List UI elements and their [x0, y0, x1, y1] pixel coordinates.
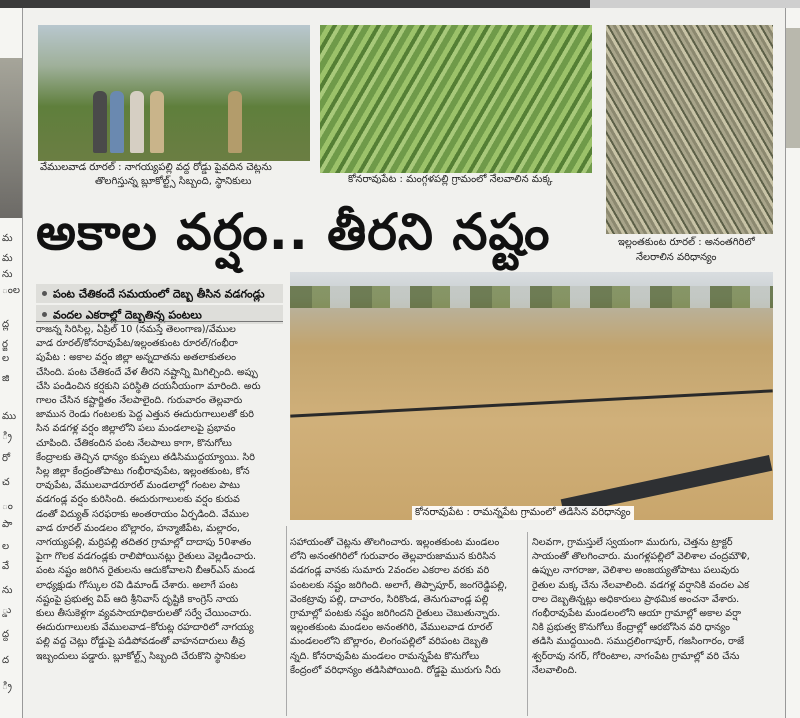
headline: అకాల వర్షం.. తీరని నష్టం	[36, 203, 551, 261]
article-line: తడిసి ముద్దయింది. సముద్రలింగాపూర్, గజసింగారం, రాజే	[532, 636, 745, 648]
article-line: రాజన్న సిరిసిల్ల, ఏప్రిల్ 10 (నమస్తే తెలంగాణ)/వేముల	[36, 324, 236, 335]
photo-wet-paddy-heaps	[290, 272, 773, 520]
subhead-rule	[36, 321, 283, 322]
photo-caption-3-line-1: ఇల్లంతకుంట రూరల్ : అనంతగిరిలో	[618, 237, 755, 248]
adjacent-photo-right	[786, 28, 800, 148]
article-line: రైతుల మక్క చేను నేలవాలింది. వడగళ్ల వర్షానికి వందల ఎక	[532, 579, 750, 591]
left-fragment-text: ద	[2, 655, 10, 666]
photo-tree-clearing	[38, 25, 310, 161]
article-line: రావుపేట, వేములవాడరూరల్ మండలాల్లో గంటల పాటు	[36, 480, 240, 492]
article-line: నాగయ్యపల్లి, మర్రిపల్లి తదితర గ్రామాల్లో దాదాపు 50శాతం	[36, 537, 252, 549]
article-line: సిల్ల జిల్లా కేంద్రంతోపాటు గంభీరావుపేట, ఇల్లంతకుంట, కోన	[36, 466, 250, 478]
article-line: నేలవాలింది.	[532, 664, 578, 676]
adjacent-page-left	[0, 8, 23, 718]
photo-caption-1-line-2: తొలగిస్తున్న బ్లూకోల్ట్స్ సిబ్బంది, స్థానికులు	[95, 176, 252, 187]
article-line: ఇబ్బందులు పడ్డారు. బ్లూకోల్ట్స్ సిబ్బంది చేరుకొని స్థానికుల	[36, 650, 246, 662]
article-line: డంతో విద్యుత్ సరఫరాకు అంతరాయం ఏర్పడింది. వేముల	[36, 508, 249, 520]
article-line: ఉప్పుల నాగరాజు, వెలిశాల అంజయ్యతోపాటు పలువురు	[532, 565, 740, 577]
person-figure	[150, 91, 164, 153]
column-divider	[286, 526, 287, 716]
left-fragment-text: ర్జ	[2, 339, 8, 350]
article-column-2	[290, 536, 523, 716]
photo-tarp-edge	[290, 389, 772, 417]
article-line: సాయంతో తొలగించారు. మంగళ్లపల్లిలో వెలిశాల చంద్రమౌళి,	[532, 551, 750, 563]
left-fragment-text: ను	[2, 269, 13, 280]
photo-fallen-maize	[320, 25, 592, 173]
subhead-2-text: వందల ఎకరాల్లో దెబ్బతిన్న పంటలు	[53, 308, 202, 322]
bullet-icon	[42, 291, 47, 296]
article-line: సిన వడగళ్ల వర్షం జిల్లాలోని పలు మండలాలపై ప్రభావం	[36, 423, 236, 435]
person-figure	[228, 91, 242, 153]
adjacent-photo-left	[0, 58, 22, 218]
article-line: రాల దెబ్బతిన్నట్లు అధికారులు ప్రాథమిక అంచనా వేశారు.	[532, 593, 740, 605]
left-fragment-text: ల	[2, 541, 10, 552]
left-fragment-text: ము	[2, 411, 17, 422]
left-fragment-text: ంల	[2, 285, 20, 296]
left-fragment-text: ద్ల	[2, 319, 10, 330]
article-line: చేసి పండించిన కర్షకుని పరిస్థితి దయనీయంగా మారింది. అరు	[36, 380, 261, 392]
article-line: మండలంలోని బొల్లారం, లింగంపల్లిలో వరిపంట దెబ్బతి	[290, 636, 489, 648]
article-line: శ్వర్‌రావు నగర్, గోరింటాల, నాగంపేట గ్రామాల్లో వరి చేను	[532, 650, 740, 662]
left-fragment-text: ల	[2, 353, 10, 364]
subhead-1	[36, 284, 283, 303]
article-line: పంట నష్టం జరిగిన రైతులను ఆదుకోవాలని బీఆర్ఎస్ మండ	[36, 565, 255, 577]
left-fragment-text: ్డు	[2, 605, 12, 616]
article-line: లాధ్యక్షుడు గోస్కుల రవి డిమాండ్ చేశారు. అలాగే పంట	[36, 579, 238, 591]
article-line: గాలం చేసిన కష్టార్జితం నేలపాలైంది. గురువారం తెల్లవారు	[36, 395, 243, 407]
left-fragment-text: ద్ద	[2, 629, 10, 640]
bullet-icon	[42, 312, 47, 317]
photo-caption-2: కోనరావుపేట : మంగ్గళపల్లి గ్రామంలో నేలవాలిన మక్క	[348, 174, 553, 185]
article-line: నిలవగా, గ్రామస్తులే స్వయంగా మురుగు, చెత్తను ట్రాక్టర్	[532, 537, 733, 548]
person-figure	[93, 91, 107, 153]
article-line: కేంద్రంలో వరిధాన్యం తడిసిపోయింది. రోడ్డపై మురుగు నీరు	[290, 664, 501, 676]
article-line: పుపేట : అకాల వర్షం జిల్లా అన్నదాతను అతలాకుతలం	[36, 352, 237, 364]
article-line: పంటలకు నష్టం జరిగింది. అలాగే, తిప్పాపూర్, జంగరెడ్డిపల్లి,	[290, 579, 508, 591]
article-line: కులు తీసుకెళ్లగా వ్యవసాయాధికారులతో సర్వే చేయించారు.	[36, 608, 252, 620]
article-line: ఈదురుగాలులకు వేములవాడ–కోరుట్ల రహదారిలో నాగయ్య	[36, 622, 254, 634]
photo-caption-3-line-2: నేలరాలిన వరిధాన్యం	[636, 252, 717, 263]
article-line: కేంద్రాలకు తెచ్చిన ధాన్యం కుప్పలు తడిసిముద్దయ్యాయి. సిరి	[36, 451, 255, 463]
left-fragment-text: ం	[2, 501, 13, 512]
top-bar-light	[590, 0, 800, 8]
article-line: వడగండ్ల వర్షం కురిసింది. ఈదురుగాలులకు వర్షం కురువ	[36, 494, 240, 506]
article-line: వెంకట్రావు పల్లి, దాచారం, సిరికొండ, తెనుగువాండ్ల పల్లి	[290, 593, 489, 605]
article-line: చూపింది. చేతికందిన పంట నేలపాలు కాగా, కొనుగోలు	[36, 437, 232, 449]
article-line: సహాయంతో చెట్లను తొలగించారు. ఇల్లంతకుంట మండలం	[290, 537, 500, 548]
person-figure	[130, 91, 144, 153]
article-line: నష్టంపై ప్రభుత్వ విప్ ఆది శ్రీనివాస్ దృష్టికి కాంగ్రెస్ నాయ	[36, 593, 239, 605]
left-fragment-text: మ	[2, 253, 13, 264]
article-line: వాడ రూరల్ మండలం బొల్లారం, హన్మాజీపేట, మల్లారం,	[36, 522, 240, 534]
article-line: ఇల్లంతకుంట మండలం అనంతగిరి, వేములవాడ రూరల్	[290, 622, 493, 634]
left-fragment-text: రో	[2, 453, 11, 464]
left-fragment-text: ను	[2, 585, 13, 596]
article-line: నికి ప్రభుత్వ కొనుగోలు కేంద్రాల్లో ఆరబోసిన వరి ధాన్యం	[532, 622, 730, 634]
article-line: లోని అనంతగిరిలో గురువారం తెల్లవారుజామున కురిసిన	[290, 551, 496, 563]
article-line: జామున రెండు గంటలకు పెద్ద ఎత్తున ఈదురుగాలులతో కురి	[36, 409, 254, 421]
article-line: గ్రామాల్లో పంటకు నష్టం జరిగిందని రైతులు చెబుతున్నారు.	[290, 608, 501, 620]
left-fragment-text: వే	[2, 561, 10, 572]
left-fragment-text: మ	[2, 233, 13, 244]
photo-treeline	[290, 286, 773, 308]
left-fragment-text: ్రి	[2, 681, 12, 692]
article-column-1	[36, 323, 285, 716]
adjacent-page-right	[785, 8, 800, 718]
article-line: న్నది. కోనరావుపేట మండలం రామన్నపేట కొనుగోలు	[290, 650, 480, 662]
column-divider	[527, 532, 528, 716]
person-figure	[110, 91, 124, 153]
article-line: పైగా గొలక వడగండ్లకు రాలిపోయినట్లు రైతులు వెల్లడించారు.	[36, 551, 257, 563]
photo-fallen-paddy	[606, 25, 773, 234]
article-line: వడగండ్ల వానకు సుమారు 2వందల ఎకరాల వరకు వరి	[290, 565, 490, 577]
left-fragment-text: చ	[2, 477, 10, 488]
left-fragment-text: జి	[2, 373, 10, 384]
left-fragment-text: పా	[2, 519, 13, 530]
subhead-1-text: పంట చేతికందే సమయంలో దెబ్బ తీసిన వడగండ్లు	[53, 287, 265, 301]
photo-caption-1-line-1: వేములవాడ రూరల్ : నాగయ్యపల్లి వద్ద రోడ్డు పైవదిన చెట్లను	[40, 162, 272, 173]
article-line: వాడ రూరల్/కోనరావుపేట/ఇల్లంతకుంట రూరల్/గంభీరా	[36, 338, 238, 350]
left-fragment-text: ్రి	[2, 431, 12, 442]
article-line: పల్లి వద్ద చెట్లు రోడ్డుపై పడిపోవడంతో వాహనదారులు తీవ్ర	[36, 636, 246, 648]
top-bar	[0, 0, 800, 8]
article-line: చేసింది. పంట చేతికందే వేళ తీరని నష్టాన్ని మిగిల్చింది. అప్పు	[36, 366, 258, 378]
article-column-3	[532, 536, 773, 716]
photo-caption-4: కోనరావుపేట : రామన్నపేట గ్రామంలో తడిసిన వరిధాన్యం	[412, 506, 634, 520]
article-line: గంభీరావుపేట మండలంలోని ఆయా గ్రామాల్లో అకాల వర్షా	[532, 608, 742, 620]
